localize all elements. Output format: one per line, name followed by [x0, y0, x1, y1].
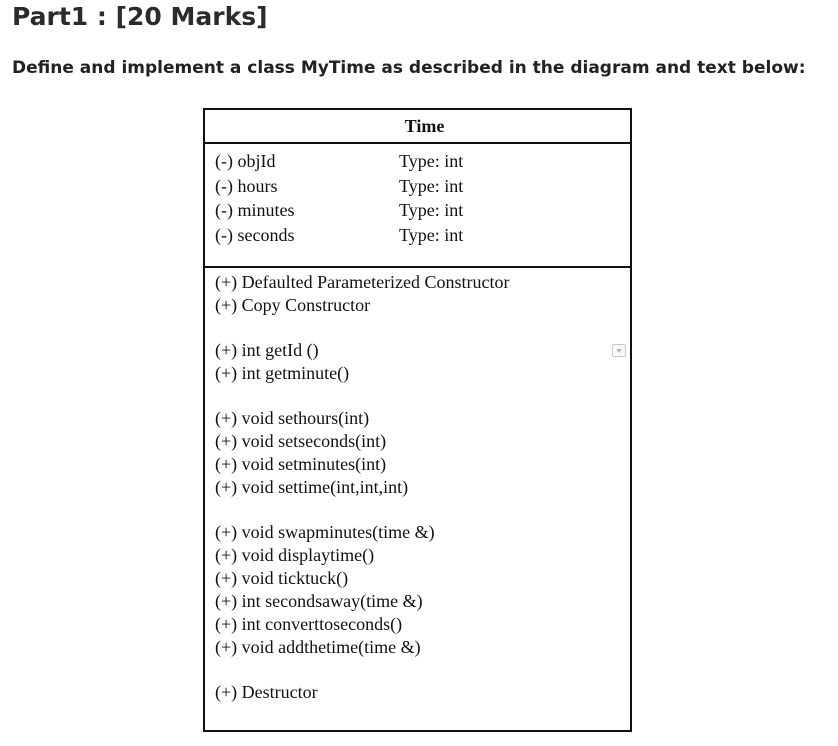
uml-method: (+) Destructor	[215, 682, 318, 702]
uml-method: (+) void ticktuck()	[215, 568, 349, 588]
method-group-destructor	[215, 681, 630, 704]
uml-method: (+) void setseconds(int)	[215, 431, 387, 451]
attribute-type: Type: int	[399, 224, 464, 245]
uml-methods-section	[205, 268, 630, 704]
uml-method: (+) Copy Constructor	[215, 295, 371, 315]
uml-method: (+) void addthetime(time &)	[215, 637, 421, 657]
part-heading: Part1 : [20 Marks]	[12, 2, 268, 31]
uml-method: (+) void swapminutes(time &)	[215, 522, 435, 542]
uml-attributes-section	[205, 144, 630, 268]
uml-method: (+) int secondsaway(time &)	[215, 591, 423, 611]
method-group-constructors	[215, 271, 630, 317]
uml-method: (+) Defaulted Parameterized Constructor	[215, 272, 510, 292]
uml-attribute	[215, 223, 630, 248]
instruction-text: Define and implement a class MyTime as described in the diagram and text below:	[12, 58, 806, 78]
chevron-down-icon[interactable]	[612, 344, 626, 357]
uml-class-name: Time	[205, 110, 630, 144]
attribute-type: Type: int	[399, 175, 464, 196]
uml-method: (+) void displaytime()	[215, 545, 375, 565]
attribute-type: Type: int	[399, 200, 464, 220]
uml-attribute	[215, 198, 630, 223]
method-group-getters	[215, 339, 630, 385]
attribute-type: Type: int	[399, 151, 464, 171]
uml-class-diagram	[203, 108, 632, 732]
method-group-operations	[215, 521, 630, 659]
uml-method: (+) void sethours(int)	[215, 408, 370, 428]
uml-method: (+) int getId ()	[215, 340, 319, 360]
attribute-name: (-) objId	[215, 151, 276, 171]
uml-attribute	[215, 149, 630, 174]
uml-method: (+) int converttoseconds()	[215, 614, 403, 634]
uml-method: (+) void settime(int,int,int)	[215, 477, 409, 497]
uml-attribute	[215, 174, 630, 199]
attribute-name: (-) minutes	[215, 200, 295, 220]
uml-method: (+) void setminutes(int)	[215, 454, 387, 474]
attribute-name: (-) seconds	[215, 224, 295, 245]
method-group-setters	[215, 407, 630, 499]
attribute-name: (-) hours	[215, 175, 278, 196]
uml-method: (+) int getminute()	[215, 363, 350, 383]
